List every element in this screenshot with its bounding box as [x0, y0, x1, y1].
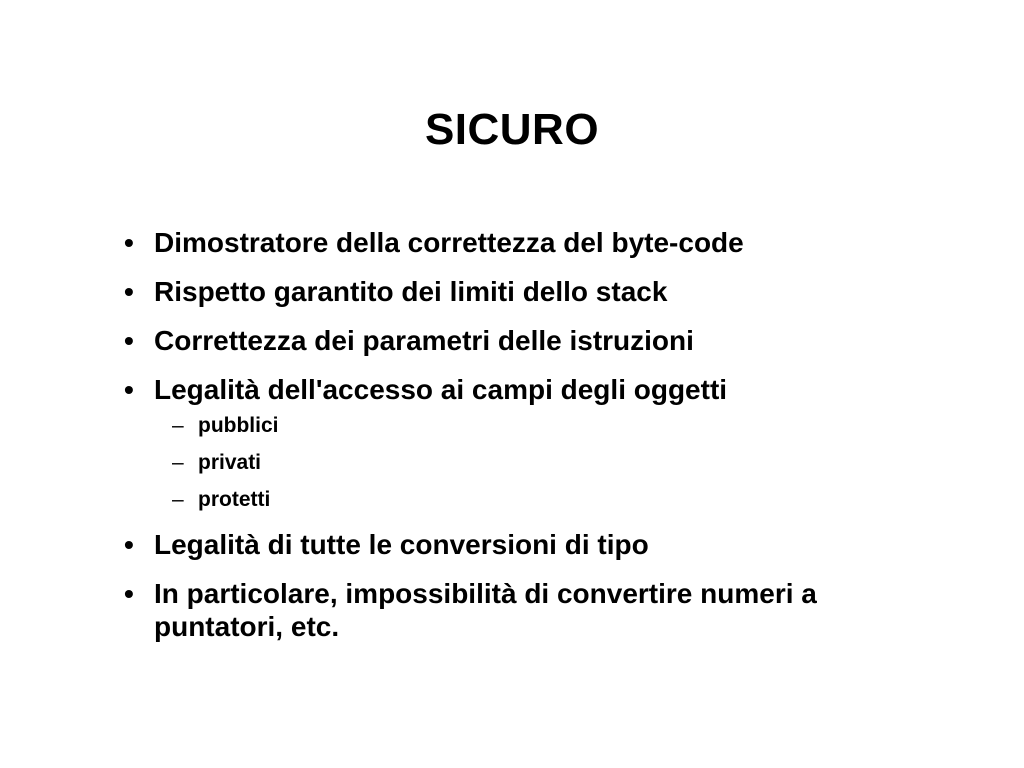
bullet-icon: •: [124, 325, 134, 356]
bullet-icon: •: [124, 276, 134, 307]
bullet-icon: •: [124, 227, 134, 258]
bullet-icon: •: [124, 578, 134, 609]
dash-icon: –: [172, 414, 184, 437]
sub-bullet-item: [172, 488, 944, 512]
bullet-text: Rispetto garantito dei limiti dello stack: [154, 276, 668, 307]
dash-icon: –: [172, 488, 184, 511]
bullet-text: Correttezza dei parametri delle istruzioni: [154, 325, 694, 356]
bullet-text: Dimostratore della correttezza del byte-code: [154, 227, 744, 258]
sub-bullet-text: privati: [198, 451, 262, 474]
bullet-text: In particolare, impossibilità di convertire numeri a puntatori, etc.: [154, 578, 817, 642]
slide-title: SICURO: [424, 105, 600, 154]
sub-bullet-item: [172, 414, 944, 438]
sub-bullet-text: protetti: [198, 488, 271, 511]
bullet-item: [124, 577, 944, 643]
bullet-text: Legalità di tutte le conversioni di tipo: [154, 529, 649, 560]
bullet-list: [124, 226, 944, 659]
bullet-item: [124, 275, 944, 308]
bullet-text: Legalità dell'accesso ai campi degli oggetti: [154, 374, 728, 405]
sub-bullet-text: pubblici: [198, 414, 279, 437]
dash-icon: –: [172, 451, 184, 474]
bullet-icon: •: [124, 529, 134, 560]
bullet-item: [124, 226, 944, 259]
bullet-icon: •: [124, 374, 134, 405]
bullet-item: [124, 324, 944, 357]
bullet-item: [124, 373, 944, 512]
sub-bullet-item: [172, 451, 944, 475]
bullet-item: [124, 528, 944, 561]
sub-bullet-list: [154, 414, 944, 512]
